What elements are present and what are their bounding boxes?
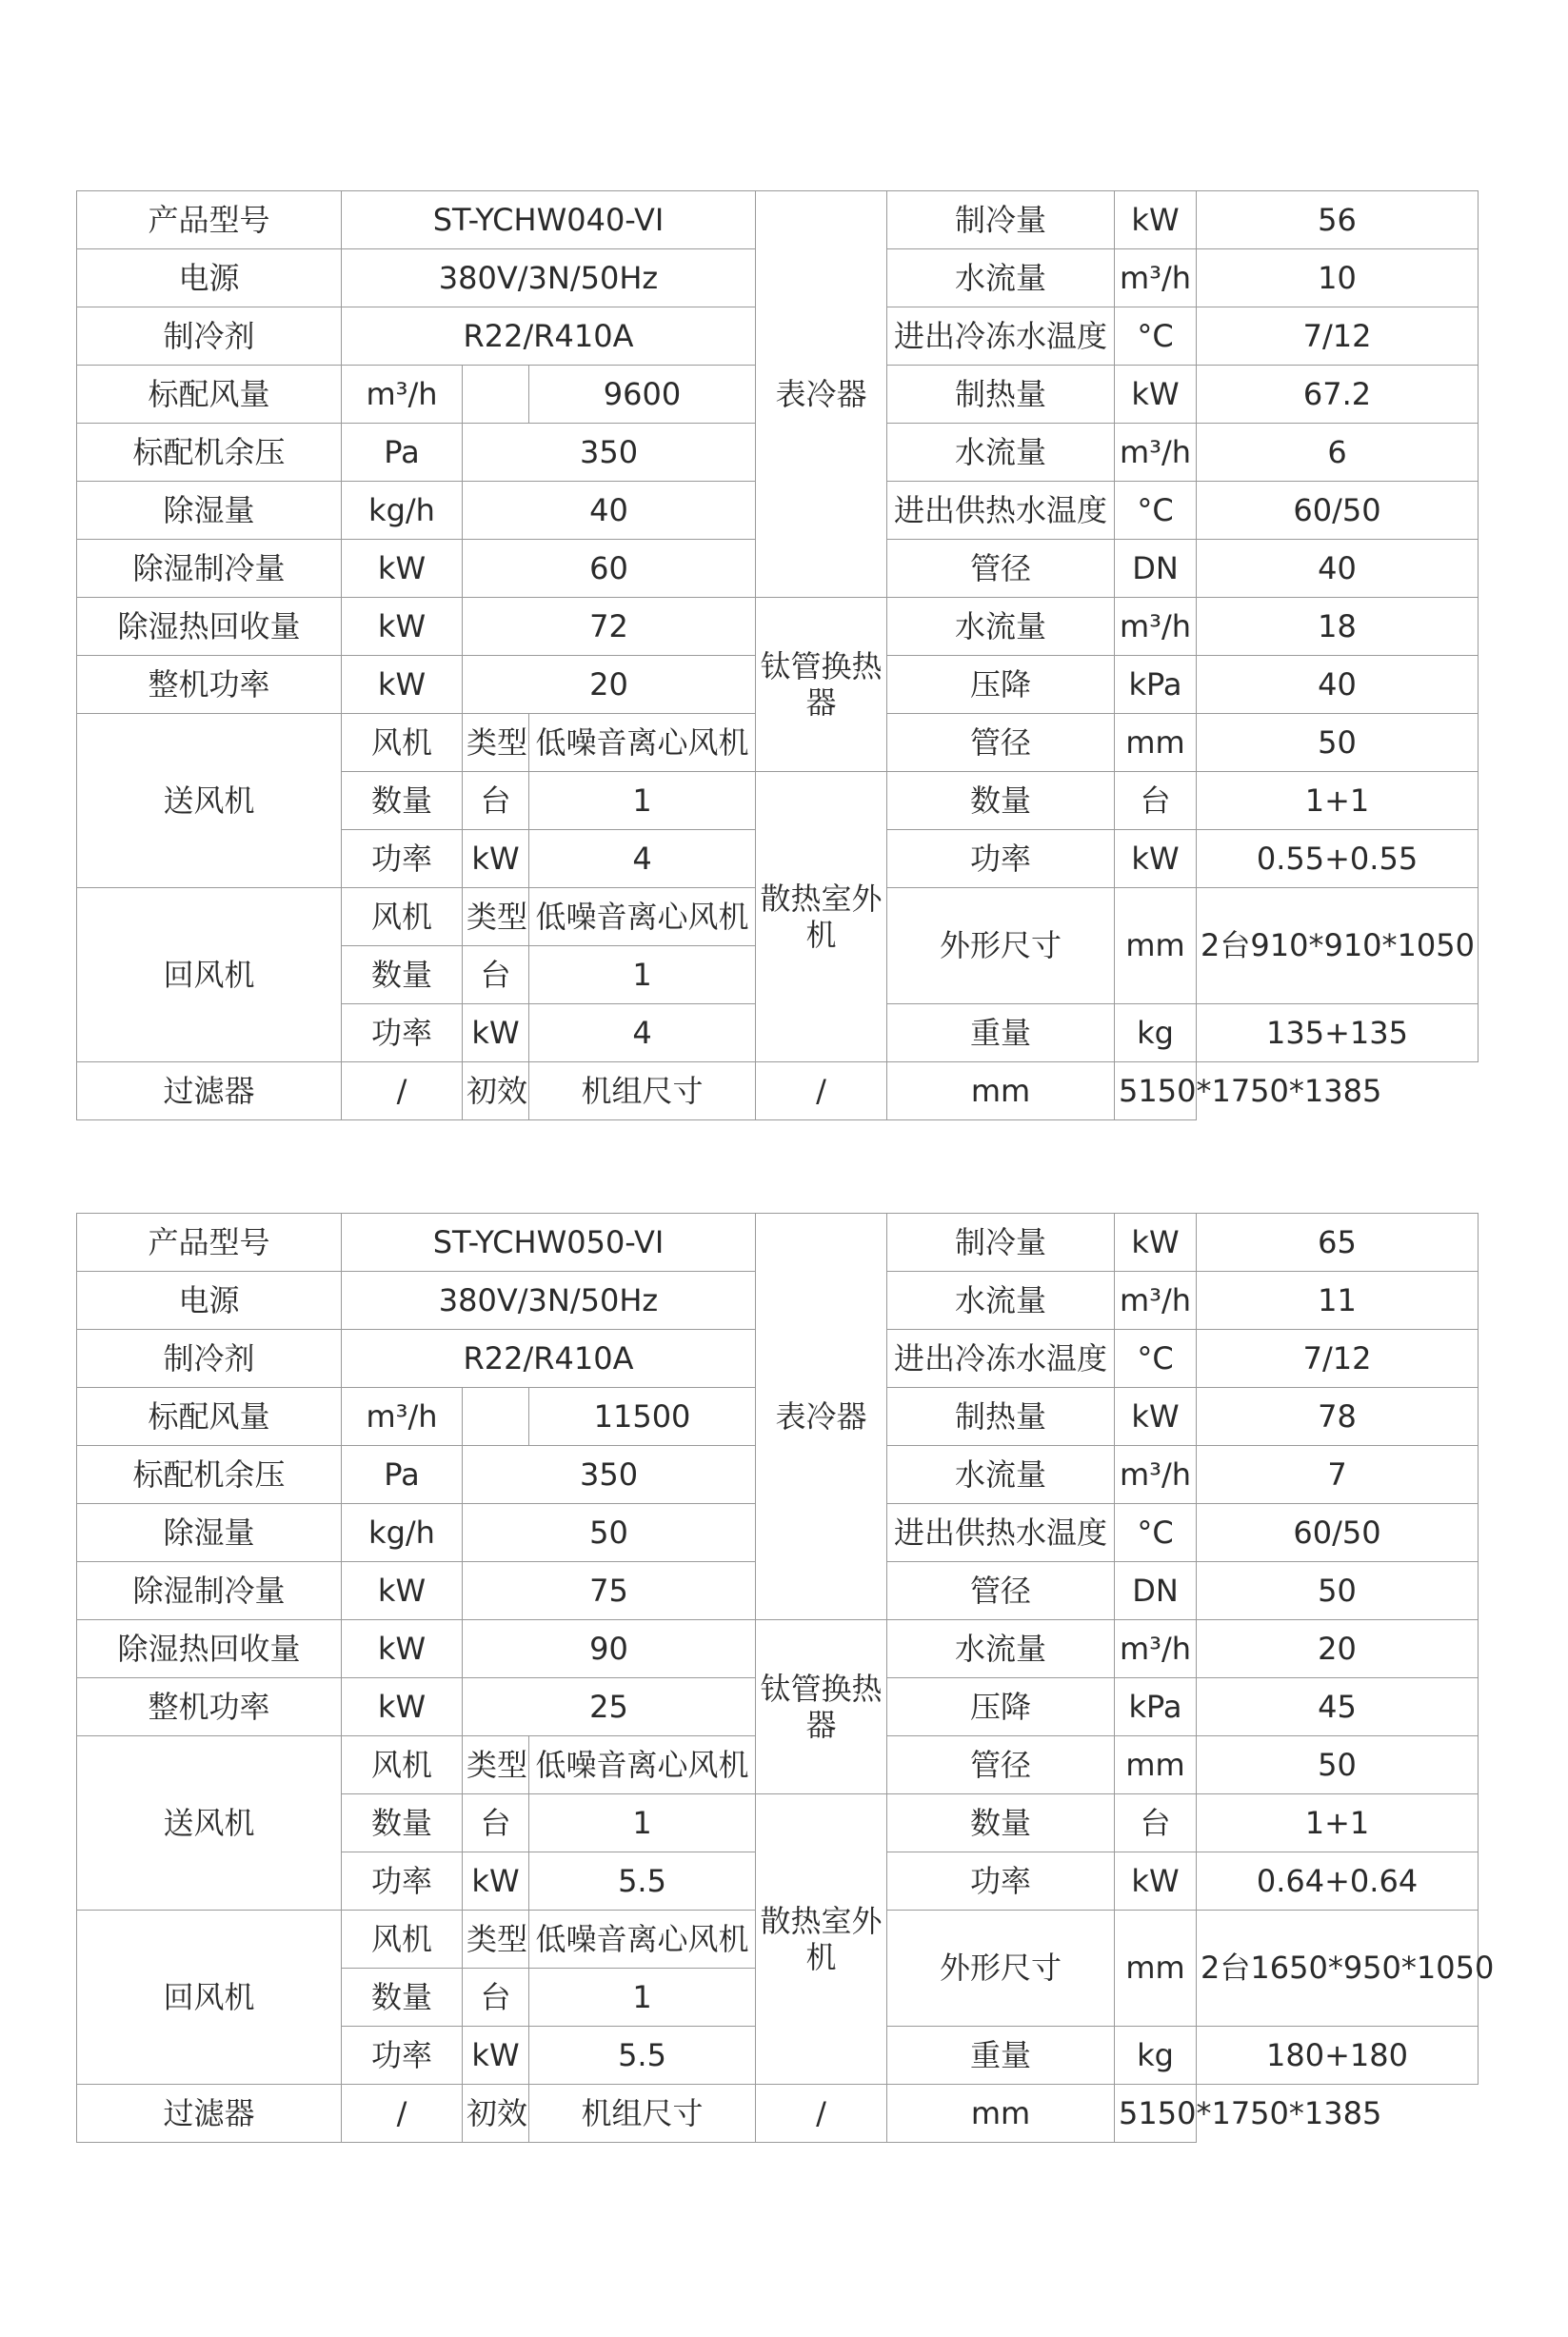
refrigerant-label: 制冷剂 — [77, 307, 342, 366]
spec-label: 水流量 — [887, 249, 1115, 307]
spec-value: 40 — [463, 482, 756, 540]
spec-value: 60 — [463, 540, 756, 598]
fan-label: 风机 — [342, 1911, 463, 1969]
spec-unit: m³/h — [342, 1388, 463, 1446]
spec-value: 2台910*910*1050 — [1197, 888, 1479, 1004]
unit-size-slash: / — [756, 1062, 887, 1120]
qty-label: 数量 — [342, 1969, 463, 2027]
spec-unit: m³/h — [1115, 598, 1197, 656]
spec-label: 除湿制冷量 — [77, 540, 342, 598]
spec-unit: kW — [1115, 1214, 1197, 1272]
spec-unit: kW — [1115, 366, 1197, 424]
table-row — [77, 1214, 1479, 1272]
spec-value: 10 — [1197, 249, 1479, 307]
spec-value: 7 — [1197, 1446, 1479, 1504]
spec-value: 11500 — [529, 1388, 756, 1446]
spec-table-1 — [76, 190, 1479, 1120]
spec-label: 除湿量 — [77, 1504, 342, 1562]
spec-label: 数量 — [887, 772, 1115, 830]
unit-size-label: 机组尺寸 — [529, 2085, 756, 2143]
table-row — [77, 191, 1479, 249]
power-value: 4 — [529, 1004, 756, 1062]
spec-unit: mm — [1115, 1911, 1197, 2027]
spec-label: 功率 — [887, 1852, 1115, 1911]
model-value: ST-YCHW050-VI — [342, 1214, 756, 1272]
table-row — [77, 598, 1479, 656]
spec-unit: kW — [1115, 1388, 1197, 1446]
qty-unit: 台 — [463, 772, 529, 830]
spec-label: 进出冷冻水温度 — [887, 1330, 1115, 1388]
spec-unit: m³/h — [1115, 424, 1197, 482]
spec-label: 标配风量 — [77, 1388, 342, 1446]
surface-cooler-label: 表冷器 — [756, 191, 887, 598]
spec-label: 进出供热水温度 — [887, 1504, 1115, 1562]
spec-value: 40 — [1197, 656, 1479, 714]
qty-label: 数量 — [342, 946, 463, 1004]
power-value: 5.5 — [529, 2027, 756, 2085]
spec-value: 75 — [463, 1562, 756, 1620]
unit-size-value: 5150*1750*1385 — [1115, 2085, 1197, 2143]
spec-unit: °C — [1115, 1330, 1197, 1388]
qty-label: 数量 — [342, 772, 463, 830]
spec-unit: m³/h — [1115, 1620, 1197, 1678]
type-value: 低噪音离心风机 — [529, 1736, 756, 1794]
spec-unit: kg — [1115, 2027, 1197, 2085]
ti-exchanger-label: 钛管换热器 — [756, 1620, 887, 1794]
refrigerant-value: R22/R410A — [342, 307, 756, 366]
spec-label: 制冷量 — [887, 1214, 1115, 1272]
spec-unit: kW — [342, 1678, 463, 1736]
power-label: 功率 — [342, 1852, 463, 1911]
spec-label: 除湿制冷量 — [77, 1562, 342, 1620]
spec-value: 40 — [1197, 540, 1479, 598]
spec-label: 数量 — [887, 1794, 1115, 1852]
spec-table-2 — [76, 1213, 1495, 2143]
qty-value: 1 — [529, 946, 756, 1004]
power-unit: kW — [463, 830, 529, 888]
spec-label: 重量 — [887, 1004, 1115, 1062]
spec-label: 标配机余压 — [77, 424, 342, 482]
spec-value: 67.2 — [1197, 366, 1479, 424]
return-fan-label: 回风机 — [77, 888, 342, 1062]
spec-value: 45 — [1197, 1678, 1479, 1736]
spec-label: 制热量 — [887, 1388, 1115, 1446]
type-label: 类型 — [463, 888, 529, 946]
type-value: 低噪音离心风机 — [529, 888, 756, 946]
spec-value: 9600 — [529, 366, 756, 424]
spec-label: 水流量 — [887, 1620, 1115, 1678]
power-supply-label: 电源 — [77, 249, 342, 307]
spec-value: 25 — [463, 1678, 756, 1736]
spec-unit: °C — [1115, 1504, 1197, 1562]
spec-value: 20 — [1197, 1620, 1479, 1678]
unit-size-unit: mm — [887, 2085, 1115, 2143]
spec-value: 2台1650*950*1050 — [1197, 1911, 1479, 2027]
spec-label: 制冷量 — [887, 191, 1115, 249]
spec-value: 50 — [1197, 1562, 1479, 1620]
table-row — [77, 1620, 1479, 1678]
refrigerant-value: R22/R410A — [342, 1330, 756, 1388]
outdoor-unit-label: 散热室外机 — [756, 772, 887, 1062]
empty-cell — [463, 1388, 529, 1446]
spec-value: 135+135 — [1197, 1004, 1479, 1062]
spec-value: 50 — [463, 1504, 756, 1562]
power-unit: kW — [463, 1852, 529, 1911]
spec-label: 水流量 — [887, 1272, 1115, 1330]
power-supply-value: 380V/3N/50Hz — [342, 1272, 756, 1330]
spec-unit: Pa — [342, 424, 463, 482]
spec-unit: m³/h — [1115, 1272, 1197, 1330]
filter-unit: / — [342, 2085, 463, 2143]
spec-label: 压降 — [887, 656, 1115, 714]
spec-label: 管径 — [887, 1736, 1115, 1794]
spec-label: 重量 — [887, 2027, 1115, 2085]
unit-size-unit: mm — [887, 1062, 1115, 1120]
spec-unit: mm — [1115, 888, 1197, 1004]
spec-label: 外形尺寸 — [887, 1911, 1115, 2027]
spec-label: 管径 — [887, 540, 1115, 598]
spec-label: 进出供热水温度 — [887, 482, 1115, 540]
filter-label: 过滤器 — [77, 2085, 342, 2143]
spec-value: 6 — [1197, 424, 1479, 482]
spec-value: 20 — [463, 656, 756, 714]
spec-value: 50 — [1197, 714, 1479, 772]
spec-value: 350 — [463, 424, 756, 482]
refrigerant-label: 制冷剂 — [77, 1330, 342, 1388]
qty-value: 1 — [529, 1794, 756, 1852]
spec-unit: kW — [342, 598, 463, 656]
spec-value: 90 — [463, 1620, 756, 1678]
ti-exchanger-label: 钛管换热器 — [756, 598, 887, 772]
spec-unit: kg/h — [342, 482, 463, 540]
spec-label: 水流量 — [887, 598, 1115, 656]
unit-size-slash: / — [756, 2085, 887, 2143]
spec-label: 进出冷冻水温度 — [887, 307, 1115, 366]
type-label: 类型 — [463, 1911, 529, 1969]
spec-label: 除湿热回收量 — [77, 1620, 342, 1678]
power-supply-label: 电源 — [77, 1272, 342, 1330]
spec-unit: mm — [1115, 714, 1197, 772]
spec-value: 7/12 — [1197, 1330, 1479, 1388]
spec-label: 整机功率 — [77, 656, 342, 714]
spec-label: 标配机余压 — [77, 1446, 342, 1504]
qty-unit: 台 — [463, 1794, 529, 1852]
qty-value: 1 — [529, 772, 756, 830]
filter-value: 初效 — [463, 2085, 529, 2143]
outdoor-unit-label: 散热室外机 — [756, 1794, 887, 2085]
spec-value: 350 — [463, 1446, 756, 1504]
filter-value: 初效 — [463, 1062, 529, 1120]
spec-unit: °C — [1115, 307, 1197, 366]
model-label: 产品型号 — [77, 191, 342, 249]
spec-unit: kW — [342, 1562, 463, 1620]
filter-label: 过滤器 — [77, 1062, 342, 1120]
spec-unit: kW — [342, 540, 463, 598]
model-value: ST-YCHW040-VI — [342, 191, 756, 249]
spec-label: 功率 — [887, 830, 1115, 888]
spec-value: 78 — [1197, 1388, 1479, 1446]
spec-label: 管径 — [887, 1562, 1115, 1620]
power-unit: kW — [463, 1004, 529, 1062]
supply-fan-label: 送风机 — [77, 714, 342, 888]
spec-label: 除湿量 — [77, 482, 342, 540]
spec-value: 56 — [1197, 191, 1479, 249]
spec-value: 7/12 — [1197, 307, 1479, 366]
type-value: 低噪音离心风机 — [529, 714, 756, 772]
table-row — [77, 1062, 1479, 1120]
spec-value: 50 — [1197, 1736, 1479, 1794]
spec-unit: 台 — [1115, 772, 1197, 830]
spec-unit: kPa — [1115, 1678, 1197, 1736]
spec-unit: kW — [342, 656, 463, 714]
spec-unit: DN — [1115, 540, 1197, 598]
power-label: 功率 — [342, 1004, 463, 1062]
spec-value: 72 — [463, 598, 756, 656]
unit-size-label: 机组尺寸 — [529, 1062, 756, 1120]
power-value: 4 — [529, 830, 756, 888]
spec-unit: 台 — [1115, 1794, 1197, 1852]
power-value: 5.5 — [529, 1852, 756, 1911]
spec-label: 水流量 — [887, 1446, 1115, 1504]
spec-unit: Pa — [342, 1446, 463, 1504]
spec-unit: mm — [1115, 1736, 1197, 1794]
type-label: 类型 — [463, 714, 529, 772]
spec-label: 标配风量 — [77, 366, 342, 424]
qty-unit: 台 — [463, 1969, 529, 2027]
qty-label: 数量 — [342, 1794, 463, 1852]
spec-label: 压降 — [887, 1678, 1115, 1736]
table-row — [77, 2085, 1479, 2143]
spec-unit: m³/h — [342, 366, 463, 424]
spec-unit: m³/h — [1115, 249, 1197, 307]
spec-unit: m³/h — [1115, 1446, 1197, 1504]
spec-value: 60/50 — [1197, 482, 1479, 540]
type-value: 低噪音离心风机 — [529, 1911, 756, 1969]
spec-label: 除湿热回收量 — [77, 598, 342, 656]
spec-label: 水流量 — [887, 424, 1115, 482]
supply-fan-label: 送风机 — [77, 1736, 342, 1911]
spec-unit: kW — [1115, 1852, 1197, 1911]
fan-label: 风机 — [342, 714, 463, 772]
power-label: 功率 — [342, 2027, 463, 2085]
fan-label: 风机 — [342, 1736, 463, 1794]
spec-unit: kg/h — [342, 1504, 463, 1562]
spec-value: 1+1 — [1197, 772, 1479, 830]
filter-unit: / — [342, 1062, 463, 1120]
spec-value: 180+180 — [1197, 2027, 1479, 2085]
power-unit: kW — [463, 2027, 529, 2085]
spec-value: 11 — [1197, 1272, 1479, 1330]
spec-unit: kW — [342, 1620, 463, 1678]
return-fan-label: 回风机 — [77, 1911, 342, 2085]
model-label: 产品型号 — [77, 1214, 342, 1272]
spec-unit: DN — [1115, 1562, 1197, 1620]
spec-label: 外形尺寸 — [887, 888, 1115, 1004]
surface-cooler-label: 表冷器 — [756, 1214, 887, 1620]
spec-value: 0.55+0.55 — [1197, 830, 1479, 888]
power-label: 功率 — [342, 830, 463, 888]
spec-unit: kW — [1115, 191, 1197, 249]
spec-label: 制热量 — [887, 366, 1115, 424]
spec-unit: kW — [1115, 830, 1197, 888]
spec-unit: kg — [1115, 1004, 1197, 1062]
empty-cell — [463, 366, 529, 424]
power-supply-value: 380V/3N/50Hz — [342, 249, 756, 307]
spec-unit: °C — [1115, 482, 1197, 540]
spec-value: 1+1 — [1197, 1794, 1479, 1852]
unit-size-value: 5150*1750*1385 — [1115, 1062, 1197, 1120]
qty-unit: 台 — [463, 946, 529, 1004]
spec-value: 0.64+0.64 — [1197, 1852, 1479, 1911]
spec-value: 60/50 — [1197, 1504, 1479, 1562]
spec-value: 65 — [1197, 1214, 1479, 1272]
type-label: 类型 — [463, 1736, 529, 1794]
qty-value: 1 — [529, 1969, 756, 2027]
fan-label: 风机 — [342, 888, 463, 946]
spec-unit: kPa — [1115, 656, 1197, 714]
spec-label: 管径 — [887, 714, 1115, 772]
spec-value: 18 — [1197, 598, 1479, 656]
spec-label: 整机功率 — [77, 1678, 342, 1736]
